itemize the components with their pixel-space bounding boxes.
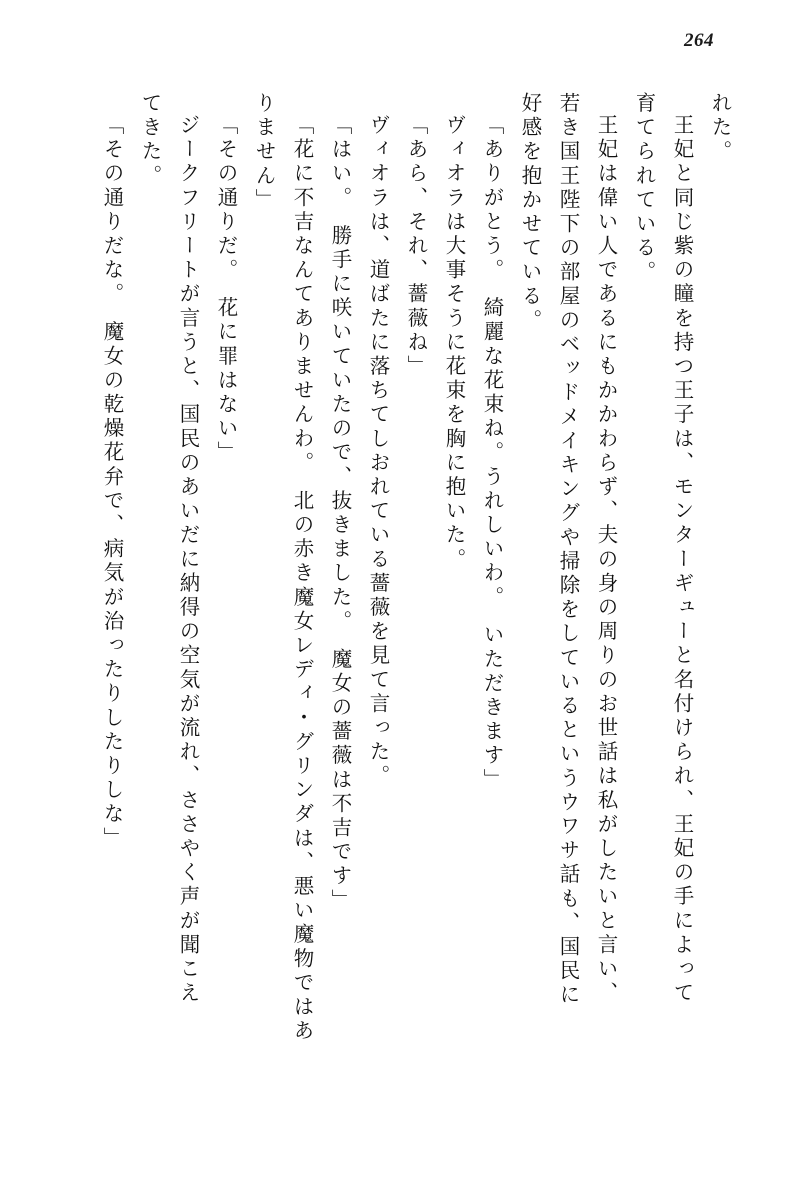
text-column: 「はい。 勝手に咲いていたので、抜きました。 魔女の薔薇は不吉です」: [328, 114, 352, 913]
text-column: 王妃と同じ紫の瞳を持つ王子は、モンターギューと名付けられ、王妃の手によって: [670, 114, 694, 1006]
text-column: ヴィオラは、道ばたに落ちてしおれている薔薇を見て言った。: [366, 114, 390, 789]
page-number: 264: [684, 30, 714, 51]
text-column: 育てられている。: [632, 92, 656, 285]
text-column: ジークフリートが言うと、国民のあいだに納得の空気が流れ、ささやく声が聞こえ: [176, 114, 200, 1006]
text-column: 王妃は偉い人であるにもかかわらず、夫の身の周りのお世話は私がしたいと言い、: [594, 114, 618, 1006]
text-column: れた。: [708, 92, 732, 165]
text-column: てきた。: [138, 92, 162, 189]
text-column: りません」: [252, 92, 276, 213]
text-column: 「花に不吉なんてありませんわ。 北の赤き魔女レディ・グリンダは、悪い魔物ではあ: [290, 114, 314, 1044]
text-column: 「ありがとう。 綺麗な花束ね。うれしいわ。 いただきます」: [480, 114, 504, 793]
text-column: 「あら、それ、薔薇ね」: [404, 114, 428, 380]
text-column: 「その通りだ。 花に罪はない」: [214, 114, 238, 466]
vertical-text-body: [62, 92, 730, 1124]
text-column: 若き国王陛下の部屋のベッドメイキングや掃除をしているというウワサ話も、国民に: [556, 92, 580, 1008]
text-column: ヴィオラは大事そうに花束を胸に抱いた。: [442, 114, 466, 572]
text-column: 好感を抱かせている。: [518, 92, 542, 333]
text-column: 「その通りだな。 魔女の乾燥花弁で、病気が治ったりしたりしな」: [100, 114, 124, 851]
